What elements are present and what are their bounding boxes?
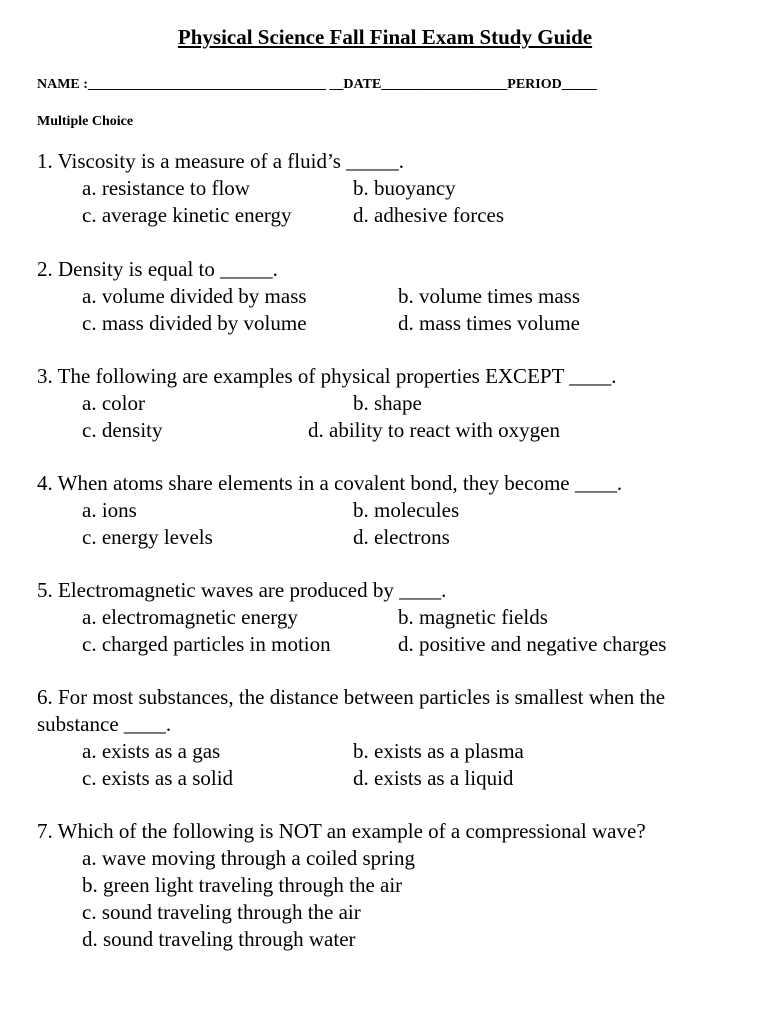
option-c[interactable]: c. exists as a solid xyxy=(82,766,234,790)
option-c[interactable]: c. density xyxy=(82,418,163,442)
question-stem: 3. The following are examples of physical properties EXCEPT ____. xyxy=(37,364,617,388)
option-c[interactable]: c. sound traveling through the air xyxy=(82,900,361,924)
page-title: Physical Science Fall Final Exam Study Guide xyxy=(177,25,593,49)
student-info-header xyxy=(37,77,713,95)
question-stem: 4. When atoms share elements in a covalent bond, they become ____. xyxy=(37,471,623,495)
option-d[interactable]: d. adhesive forces xyxy=(353,203,505,227)
question-stem: 2. Density is equal to _____. xyxy=(37,257,278,281)
option-b[interactable]: b. volume times mass xyxy=(398,284,580,308)
section-heading: Multiple Choice xyxy=(37,114,134,129)
option-b[interactable]: b. green light traveling through the air xyxy=(82,873,403,897)
question-stem: 5. Electromagnetic waves are produced by ____. xyxy=(37,578,447,602)
option-c[interactable]: c. energy levels xyxy=(82,525,213,549)
option-a[interactable]: a. resistance to flow xyxy=(82,176,250,200)
question-stem-continued: substance ____. xyxy=(37,712,172,736)
option-a[interactable]: a. electromagnetic energy xyxy=(82,605,298,629)
question-stem: 6. For most substances, the distance between particles is smallest when the xyxy=(37,685,666,709)
option-b[interactable]: b. exists as a plasma xyxy=(353,739,524,763)
option-c[interactable]: c. charged particles in motion xyxy=(82,632,331,656)
option-d[interactable]: d. ability to react with oxygen xyxy=(308,418,560,442)
option-d[interactable]: d. positive and negative charges xyxy=(398,632,667,656)
option-a[interactable]: a. color xyxy=(82,391,145,415)
option-b[interactable]: b. magnetic fields xyxy=(398,605,548,629)
question-stem: 1. Viscosity is a measure of a fluid’s _____. xyxy=(37,149,404,173)
option-a[interactable]: a. exists as a gas xyxy=(82,739,221,763)
option-b[interactable]: b. buoyancy xyxy=(353,176,456,200)
option-b[interactable]: b. molecules xyxy=(353,498,460,522)
option-d[interactable]: d. electrons xyxy=(353,525,450,549)
option-c[interactable]: c. mass divided by volume xyxy=(82,311,307,335)
option-a[interactable]: a. volume divided by mass xyxy=(82,284,307,308)
option-d[interactable]: d. mass times volume xyxy=(398,311,580,335)
option-d[interactable]: d. sound traveling through water xyxy=(82,927,356,951)
name-date-period-line[interactable]: NAME :__________________________________ __DATE__________________PERIOD_____ xyxy=(37,77,597,92)
option-a[interactable]: a. ions xyxy=(82,498,137,522)
option-b[interactable]: b. shape xyxy=(353,391,422,415)
option-a[interactable]: a. wave moving through a coiled spring xyxy=(82,846,416,870)
option-d[interactable]: d. exists as a liquid xyxy=(353,766,514,790)
option-c[interactable]: c. average kinetic energy xyxy=(82,203,292,227)
question-stem: 7. Which of the following is NOT an example of a compressional wave? xyxy=(37,819,646,843)
